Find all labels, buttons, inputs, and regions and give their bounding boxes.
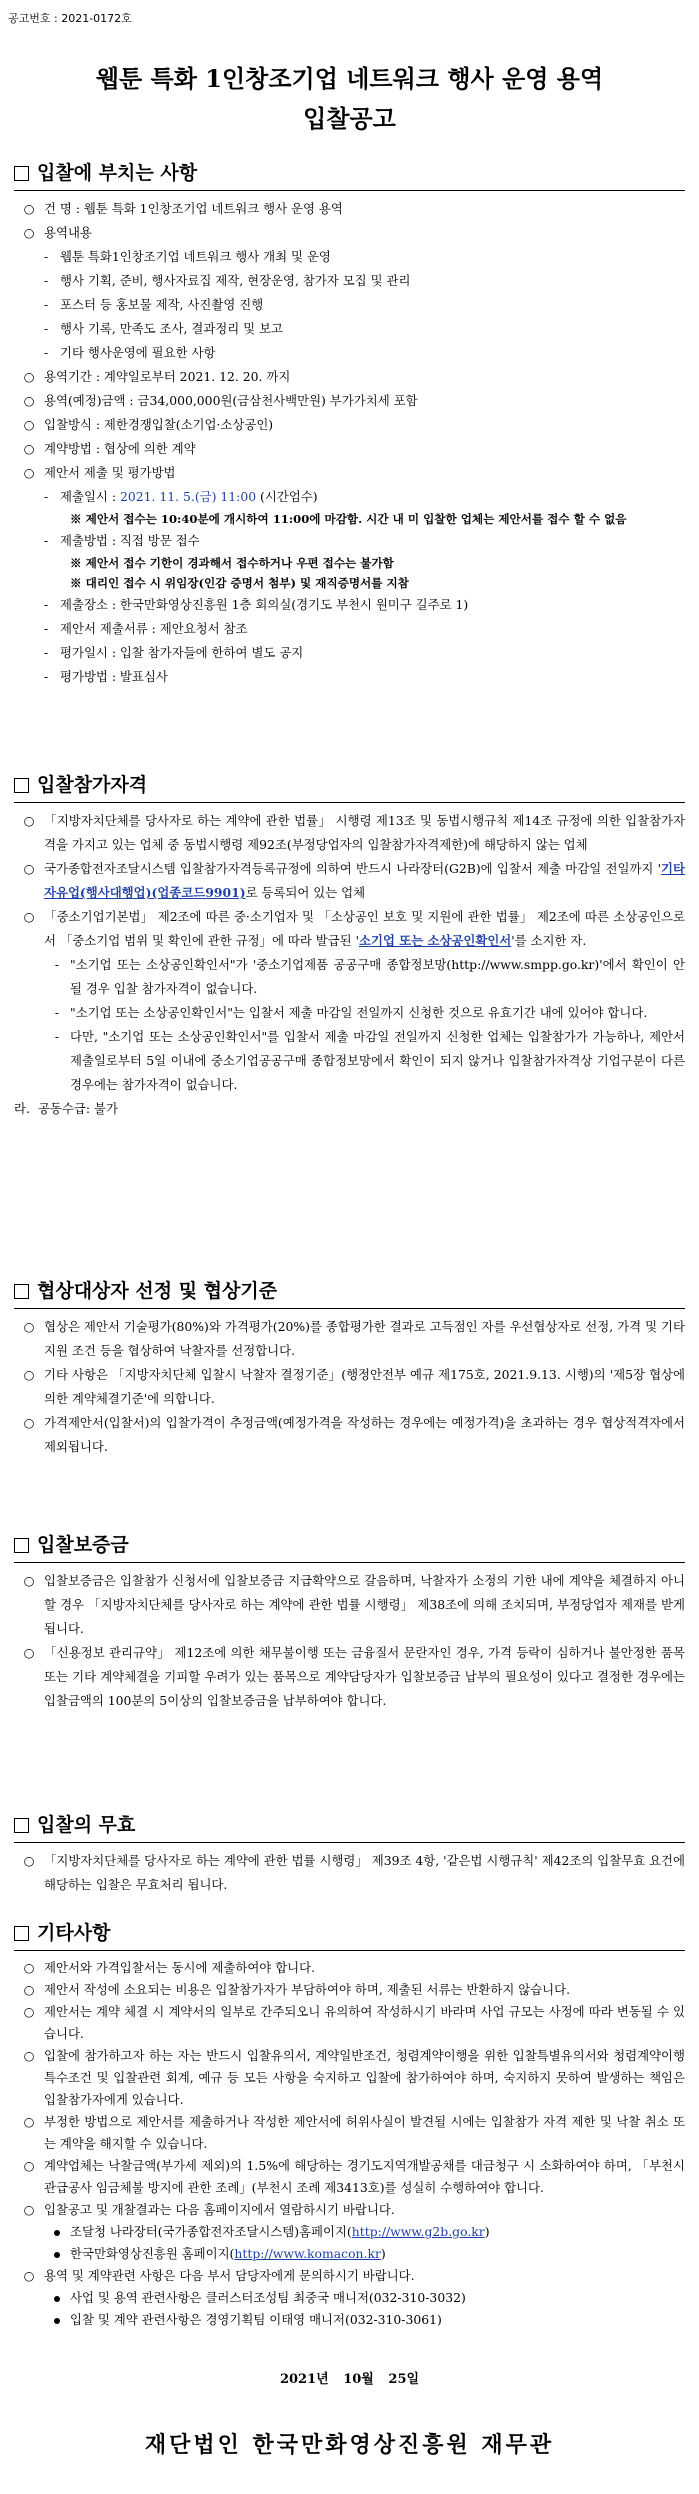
list-item: ○ 기타 사항은 「지방자치단체 입찰시 낙찰자 결정기준」(행정안전부 예규 제175호, 2021.9.13. 시행)의 '제5장 협상에 의한 계약체결기준'에 의합니다. (23, 1367, 685, 1406)
list-item: - 포스터 등 홍보물 제작, 사진촬영 진행 (44, 297, 264, 312)
komacon-link[interactable]: http://www.komacon.kr (234, 2246, 381, 2261)
page-subtitle: 입찰공고 (303, 104, 396, 133)
certificate-highlight: 소기업 또는 소상공인확인서 (359, 933, 512, 948)
notice-note: ※ 제안서 접수는 10:40분에 개시하여 11:00에 마감함. 시간 내 미 입찰한 업체는 제안서를 접수 할 수 없음 (70, 512, 627, 526)
list-item: 사업 및 용역 관련사항은 클러스터조성팀 최중국 매니저(032-310-3032) (14, 2287, 685, 2309)
bullet-icon (54, 2230, 60, 2236)
list-item: ○ 제안서와 가격입찰서는 동시에 제출하여야 합니다. (23, 1960, 316, 1975)
checkbox-square-icon (14, 1818, 29, 1833)
section-bid-items (14, 160, 685, 689)
list-item: ○ 입찰보증금은 입찰참가 신청서에 입찰보증금 지급확약으로 갈음하며, 낙찰자가 소정의 기한 내에 계약을 체결하지 아니할 경우 「지방자치단체를 당사자로 하는 계약에 관한 법률 시행령」 제38조에 의해 조치되며, 부정당업자 제재를 받게 됩니다. (23, 1573, 685, 1636)
heading-rule (14, 190, 685, 191)
list-item: - 행사 기록, 만족도 조사, 결과정리 및 보고 (44, 321, 284, 336)
list-item: - 제출방법 : 직접 방문 접수 (44, 533, 200, 548)
list-item: ○ 제안서 작성에 소요되는 비용은 입찰참가자가 부담하여야 하며, 제출된 서류는 반환하지 않습니다. (23, 1982, 571, 1997)
heading-rule (14, 1842, 685, 1843)
list-item: - 다만, "소기업 또는 소상공인확인서"를 입찰서 제출 마감일 전일까지 신청한 업체는 입찰참가가 가능하나, 제안서 제출일로부터 5일 이내에 중소기업공공구매 종합정보망에서 확인이 되지 않거나 입찰참가자격상 기업구분이 다른 경우에는 참가자격이 없습니다. (54, 1029, 685, 1092)
list-item: ○ 부정한 방법으로 제안서를 제출하거나 작성한 제안서에 허위사실이 발견될 시에는 입찰참가 자격 제한 및 낙찰 취소 또는 계약을 해지할 수 있습니다. (23, 2114, 685, 2151)
list-item: - 제안서 제출서류 : 제안요청서 참조 (44, 621, 248, 636)
list-item: ○ 협상은 제안서 기술평가(80%)와 가격평가(20%)를 종합평가한 결과로 고득점인 자를 우선협상자로 선정, 가격 및 기타 지원 조건 등을 협상하여 낙찰자를 선정합니다. (23, 1319, 685, 1358)
page-title: 웹툰 특화 1인창조기업 네트워크 행사 운영 용역 (95, 64, 604, 93)
heading-rule (14, 802, 685, 803)
list-item: ○ 제안서는 계약 체결 시 계약서의 일부로 간주되오니 유의하여 작성하시기 바라며 사업 규모는 사정에 따라 변동될 수 있습니다. (23, 2004, 685, 2041)
list-item: ○ 건 명 : 웹툰 특화 1인창조기업 네트워크 행사 운영 용역 (23, 201, 343, 216)
list-item: ○ 계약업체는 낙찰금액(부가세 제외)의 1.5%에 해당하는 경기도지역개발공채를 대금청구 시 소화하여야 하며, 「부천시 관급공사 임금체불 방지에 관한 조례」(부천시 조례 제3413호)를 성실히 수행하여야 합니다. (23, 2158, 685, 2195)
list-item: - 제출장소 : 한국만화영상진흥원 1층 회의실(경기도 부천시 원미구 길주로 1) (44, 597, 469, 612)
notice-date: 2021년 10월 25일 (279, 2372, 420, 2387)
section-heading: 입찰참가자격 (14, 772, 685, 798)
notice-number: 공고번호 : 2021-0172호 (8, 12, 132, 25)
list-item: - 제출일시 : 2021. 11. 5.(금) 11:00 (시간엄수) (44, 489, 318, 504)
notice-note: ※ 대리인 접수 시 위임장(인감 증명서 첨부) 및 재직증명서를 지참 (70, 576, 409, 590)
list-item: - 웹툰 특화1인창조기업 네트워크 행사 개최 및 운영 (44, 249, 331, 264)
list-item: - "소기업 또는 소상공인확인서"는 입찰서 제출 마감일 전일까지 신청한 것으로 유효기간 내에 있어야 합니다. (54, 1005, 648, 1020)
checkbox-square-icon (14, 166, 29, 181)
heading-rule (14, 1562, 685, 1563)
list-item: 조달청 나라장터(국가종합전자조달시스템)홈페이지(http://www.g2b.go.kr) (14, 2221, 685, 2243)
section-heading: 입찰의 무효 (14, 1812, 685, 1838)
section-misc (14, 1920, 685, 2331)
list-item: ○ 용역내용 (23, 225, 92, 240)
list-item: ○ 용역(예정)금액 : 금34,000,000원(금삼천사백만원) 부가가치세 포함 (23, 393, 418, 408)
g2b-link[interactable]: http://www.g2b.go.kr (351, 2224, 485, 2239)
list-item: - 평가일시 : 입찰 참가자들에 한하여 별도 공지 (44, 645, 304, 660)
list-item: ○ 입찰에 참가하고자 하는 자는 반드시 입찰유의서, 계약일반조건, 청렴계약이행을 위한 입찰특별유의서와 청렴계약이행 특수조건 및 입찰관련 회계, 예규 등 모든 사항을 숙지하고 입찰에 참가하여야 하며, 숙지하지 못하여 발생하는 책임은 입찰참가자에게 있습니다. (23, 2048, 685, 2107)
list-item: 입찰 및 계약 관련사항은 경영기획팀 이태영 매니저(032-310-3061) (14, 2309, 685, 2331)
list-item: - "소기업 또는 소상공인확인서"가 '중소기업제품 공공구매 종합정보망(http://www.smpp.go.kr)'에서 확인이 안 될 경우 입찰 참가자격이 없습니다. (54, 957, 685, 996)
section-heading: 협상대상자 선정 및 협상기준 (14, 1278, 685, 1304)
list-item: ○ 「신용정보 관리규약」 제12조에 의한 채무불이행 또는 금융질서 문란자인 경우, 가격 등락이 심하거나 불안정한 품목 또는 기타 계약체결을 기피할 우려가 있는 품목으로 계약담당자가 입찰보증금 납부의 필요성이 있다고 결정한 경우에는 입찰금액의 100분의 5이상의 입찰보증금을 납부하여야 합니다. (23, 1645, 685, 1708)
list-item: ○ 계약방법 : 협상에 의한 계약 (23, 441, 196, 456)
bullet-icon (54, 2252, 60, 2258)
list-item: ○ 용역기간 : 계약일로부터 2021. 12. 20. 까지 (23, 369, 291, 384)
section-heading: 기타사항 (14, 1920, 685, 1946)
list-item: ○ 입찰방식 : 제한경쟁입찰(소기업·소상공인) (23, 417, 274, 432)
list-item: ○ 가격제안서(입찰서)의 입찰가격이 추정금액(예정가격을 작성하는 경우에는 예정가격)을 초과하는 경우 협상적격자에서 제외됩니다. (23, 1415, 685, 1454)
bullet-icon (54, 2296, 60, 2302)
bullet-icon (54, 2318, 60, 2324)
checkbox-square-icon (14, 778, 29, 793)
list-item: ○ 「중소기업기본법」 제2조에 따른 중·소기업자 및 「소상공인 보호 및 지원에 관한 법률」 제2조에 따른 소상공인으로서 「중소기업 범위 및 확인에 관한 규정」에 따라 발급된 '소기업 또는 소상공인확인서'를 소지한 자. (23, 909, 685, 948)
industry-code-highlight: 기타자유업(행사대행업)(업종코드9901) (44, 861, 685, 900)
section-invalid-bid (14, 1812, 685, 1897)
checkbox-square-icon (14, 1284, 29, 1299)
submit-date-highlight: 2021. 11. 5.(금) 11:00 (119, 489, 257, 504)
list-item: ○ 「지방자치단체를 당사자로 하는 계약에 관한 법률 시행령」 제39조 4항, '같은법 시행규칙' 제42조의 입찰무효 요건에 해당하는 입찰은 무효처리 됩니다. (23, 1853, 685, 1892)
list-item: ○ 제안서 제출 및 평가방법 (23, 465, 176, 480)
checkbox-square-icon (14, 1538, 29, 1553)
list-item: - 평가방법 : 발표심사 (44, 669, 168, 684)
section-body (14, 197, 685, 689)
list-item: ○ 용역 및 계약관련 사항은 다음 부서 담당자에게 문의하시기 바랍니다. (23, 2268, 415, 2283)
list-item: 한국만화영상진흥원 홈페이지(http://www.komacon.kr) (14, 2243, 685, 2265)
list-item: ○ 입찰공고 및 개찰결과는 다음 홈페이지에서 열람하시기 바랍니다. (23, 2202, 395, 2217)
heading-rule (14, 1308, 685, 1309)
section-negotiation (14, 1278, 685, 1459)
list-item: - 행사 기획, 준비, 행사자료집 제작, 현장운영, 참가자 모집 및 관리 (44, 273, 411, 288)
section-bid-bond (14, 1532, 685, 1713)
section-eligibility (14, 772, 685, 1121)
list-item: 라. 공동수급: 불가 (14, 1101, 118, 1116)
list-item: - 기타 행사운영에 필요한 사항 (44, 345, 216, 360)
section-heading: 입찰보증금 (14, 1532, 685, 1558)
checkbox-square-icon (14, 1926, 29, 1941)
heading-rule (14, 1950, 685, 1951)
notice-note: ※ 제안서 접수 기한이 경과해서 접수하거나 우편 접수는 불가함 (70, 556, 394, 570)
issuing-organization: 재단법인 한국만화영상진흥원 재무관 (144, 2432, 555, 2458)
list-item: ○ 「지방자치단체를 당사자로 하는 계약에 관한 법률」 시행령 제13조 및 동법시행규칙 제14조 규정에 의한 입찰참가자격을 가지고 있는 업체 중 동법시행령 제92조(부정당업자의 입찰참가자격제한)에 해당하지 않는 업체 (23, 813, 685, 852)
section-heading: 입찰에 부치는 사항 (14, 160, 685, 186)
list-item: ○ 국가종합전자조달시스템 입찰참가자격등록규정에 의하여 반드시 나라장터(G2B)에 입찰서 제출 마감일 전일까지 '기타자유업(행사대행업)(업종코드9901)로 등록되어 있는 업체 (23, 861, 685, 900)
